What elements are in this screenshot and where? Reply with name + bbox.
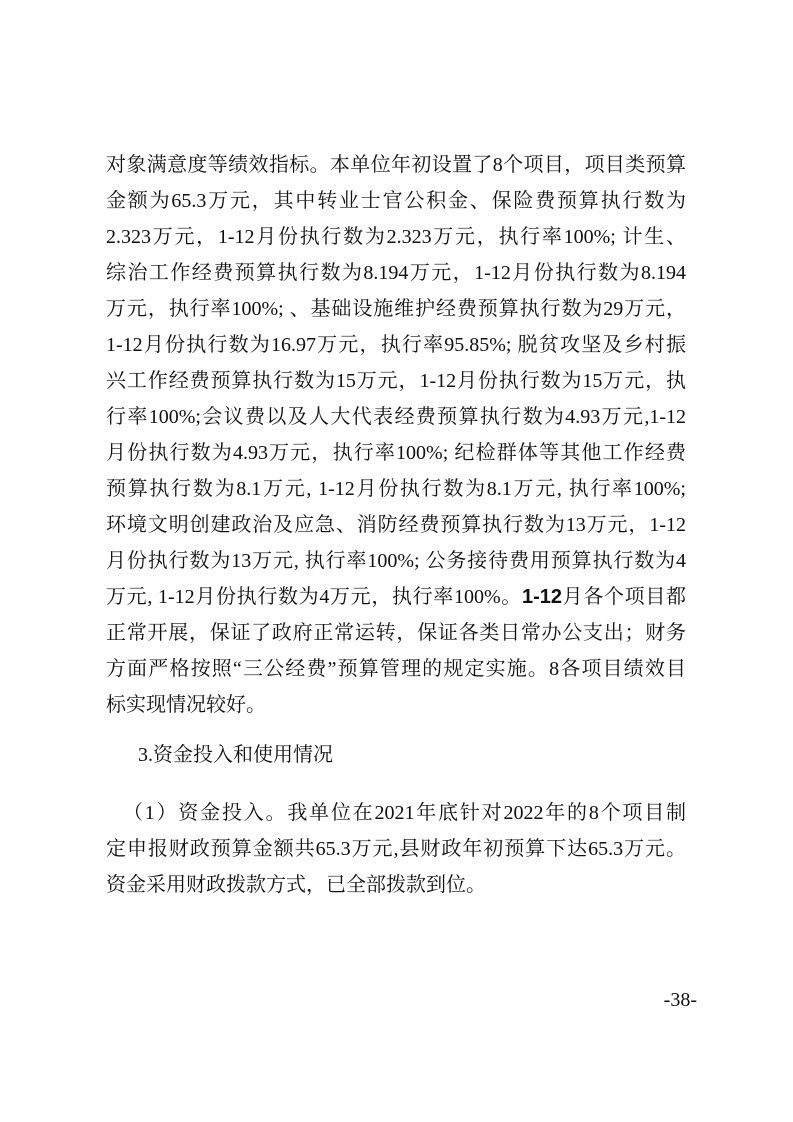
text-line: 环境文明创建政治及应急、消防经费预算执行数为13万元，1-12: [106, 514, 686, 536]
line-segment: 月各个项目都: [562, 586, 686, 608]
text-block: [106, 147, 686, 903]
text-line-paragraph-end: 标实现情况较好。: [106, 694, 266, 716]
bold-date-range-segment: 1-12: [521, 586, 562, 608]
text-line: 方面严格按照“三公经费”预算管理的规定实施。8各项目绩效目: [106, 658, 686, 680]
text-line: 月份执行数为4.93万元，执行率100%; 纪检群体等其他工作经费: [106, 442, 686, 464]
text-line: 金额为65.3万元，其中转业士官公积金、保险费预算执行数为: [106, 190, 686, 212]
text-line: 定申报财政预算金额共65.3万元,县财政年初预算下达65.3万元。: [106, 838, 686, 860]
text-line: 综治工作经费预算执行数为8.194万元，1-12月份执行数为8.194: [106, 262, 686, 284]
text-line: 兴工作经费预算执行数为15万元，1-12月份执行数为15万元，执: [106, 370, 686, 392]
text-line: 行率100%;会议费以及人大代表经费预算执行数为4.93万元,1-12: [106, 406, 686, 428]
section-heading-funds: 3.资金投入和使用情况: [138, 744, 333, 766]
text-line-mixed-bold: [106, 579, 686, 615]
paragraph-fund-input: [106, 795, 686, 903]
text-line-paragraph-end: 资金采用财政拨款方式，已全部拨款到位。: [106, 874, 486, 896]
text-line: 预算执行数为8.1万元, 1-12月份执行数为8.1万元, 执行率100%;: [106, 478, 686, 500]
text-line: 万元，执行率100%; 、基础设施维护经费预算执行数为29万元，: [106, 298, 686, 320]
text-line: 正常开展，保证了政府正常运转，保证各类日常办公支出；财务: [106, 622, 686, 644]
page-number: -38-: [663, 989, 697, 1011]
text-line: （1）资金投入。我单位在2021年底针对2022年的8个项目制: [123, 802, 686, 824]
text-line: 1-12月份执行数为16.97万元，执行率95.85%; 脱贫攻坚及乡村振: [106, 334, 686, 356]
paragraph-budget-execution: [106, 147, 686, 723]
line-segment: 万元, 1-12月份执行数为4万元，执行率100%。: [106, 586, 522, 608]
text-line: 2.323万元，1-12月份执行数为2.323万元，执行率100%; 计生、: [106, 226, 686, 248]
text-line: 月份执行数为13万元, 执行率100%; 公务接待费用预算执行数为4: [106, 550, 686, 572]
text-line: 对象满意度等绩效指标。本单位年初设置了8个项目，项目类预算: [106, 154, 686, 176]
